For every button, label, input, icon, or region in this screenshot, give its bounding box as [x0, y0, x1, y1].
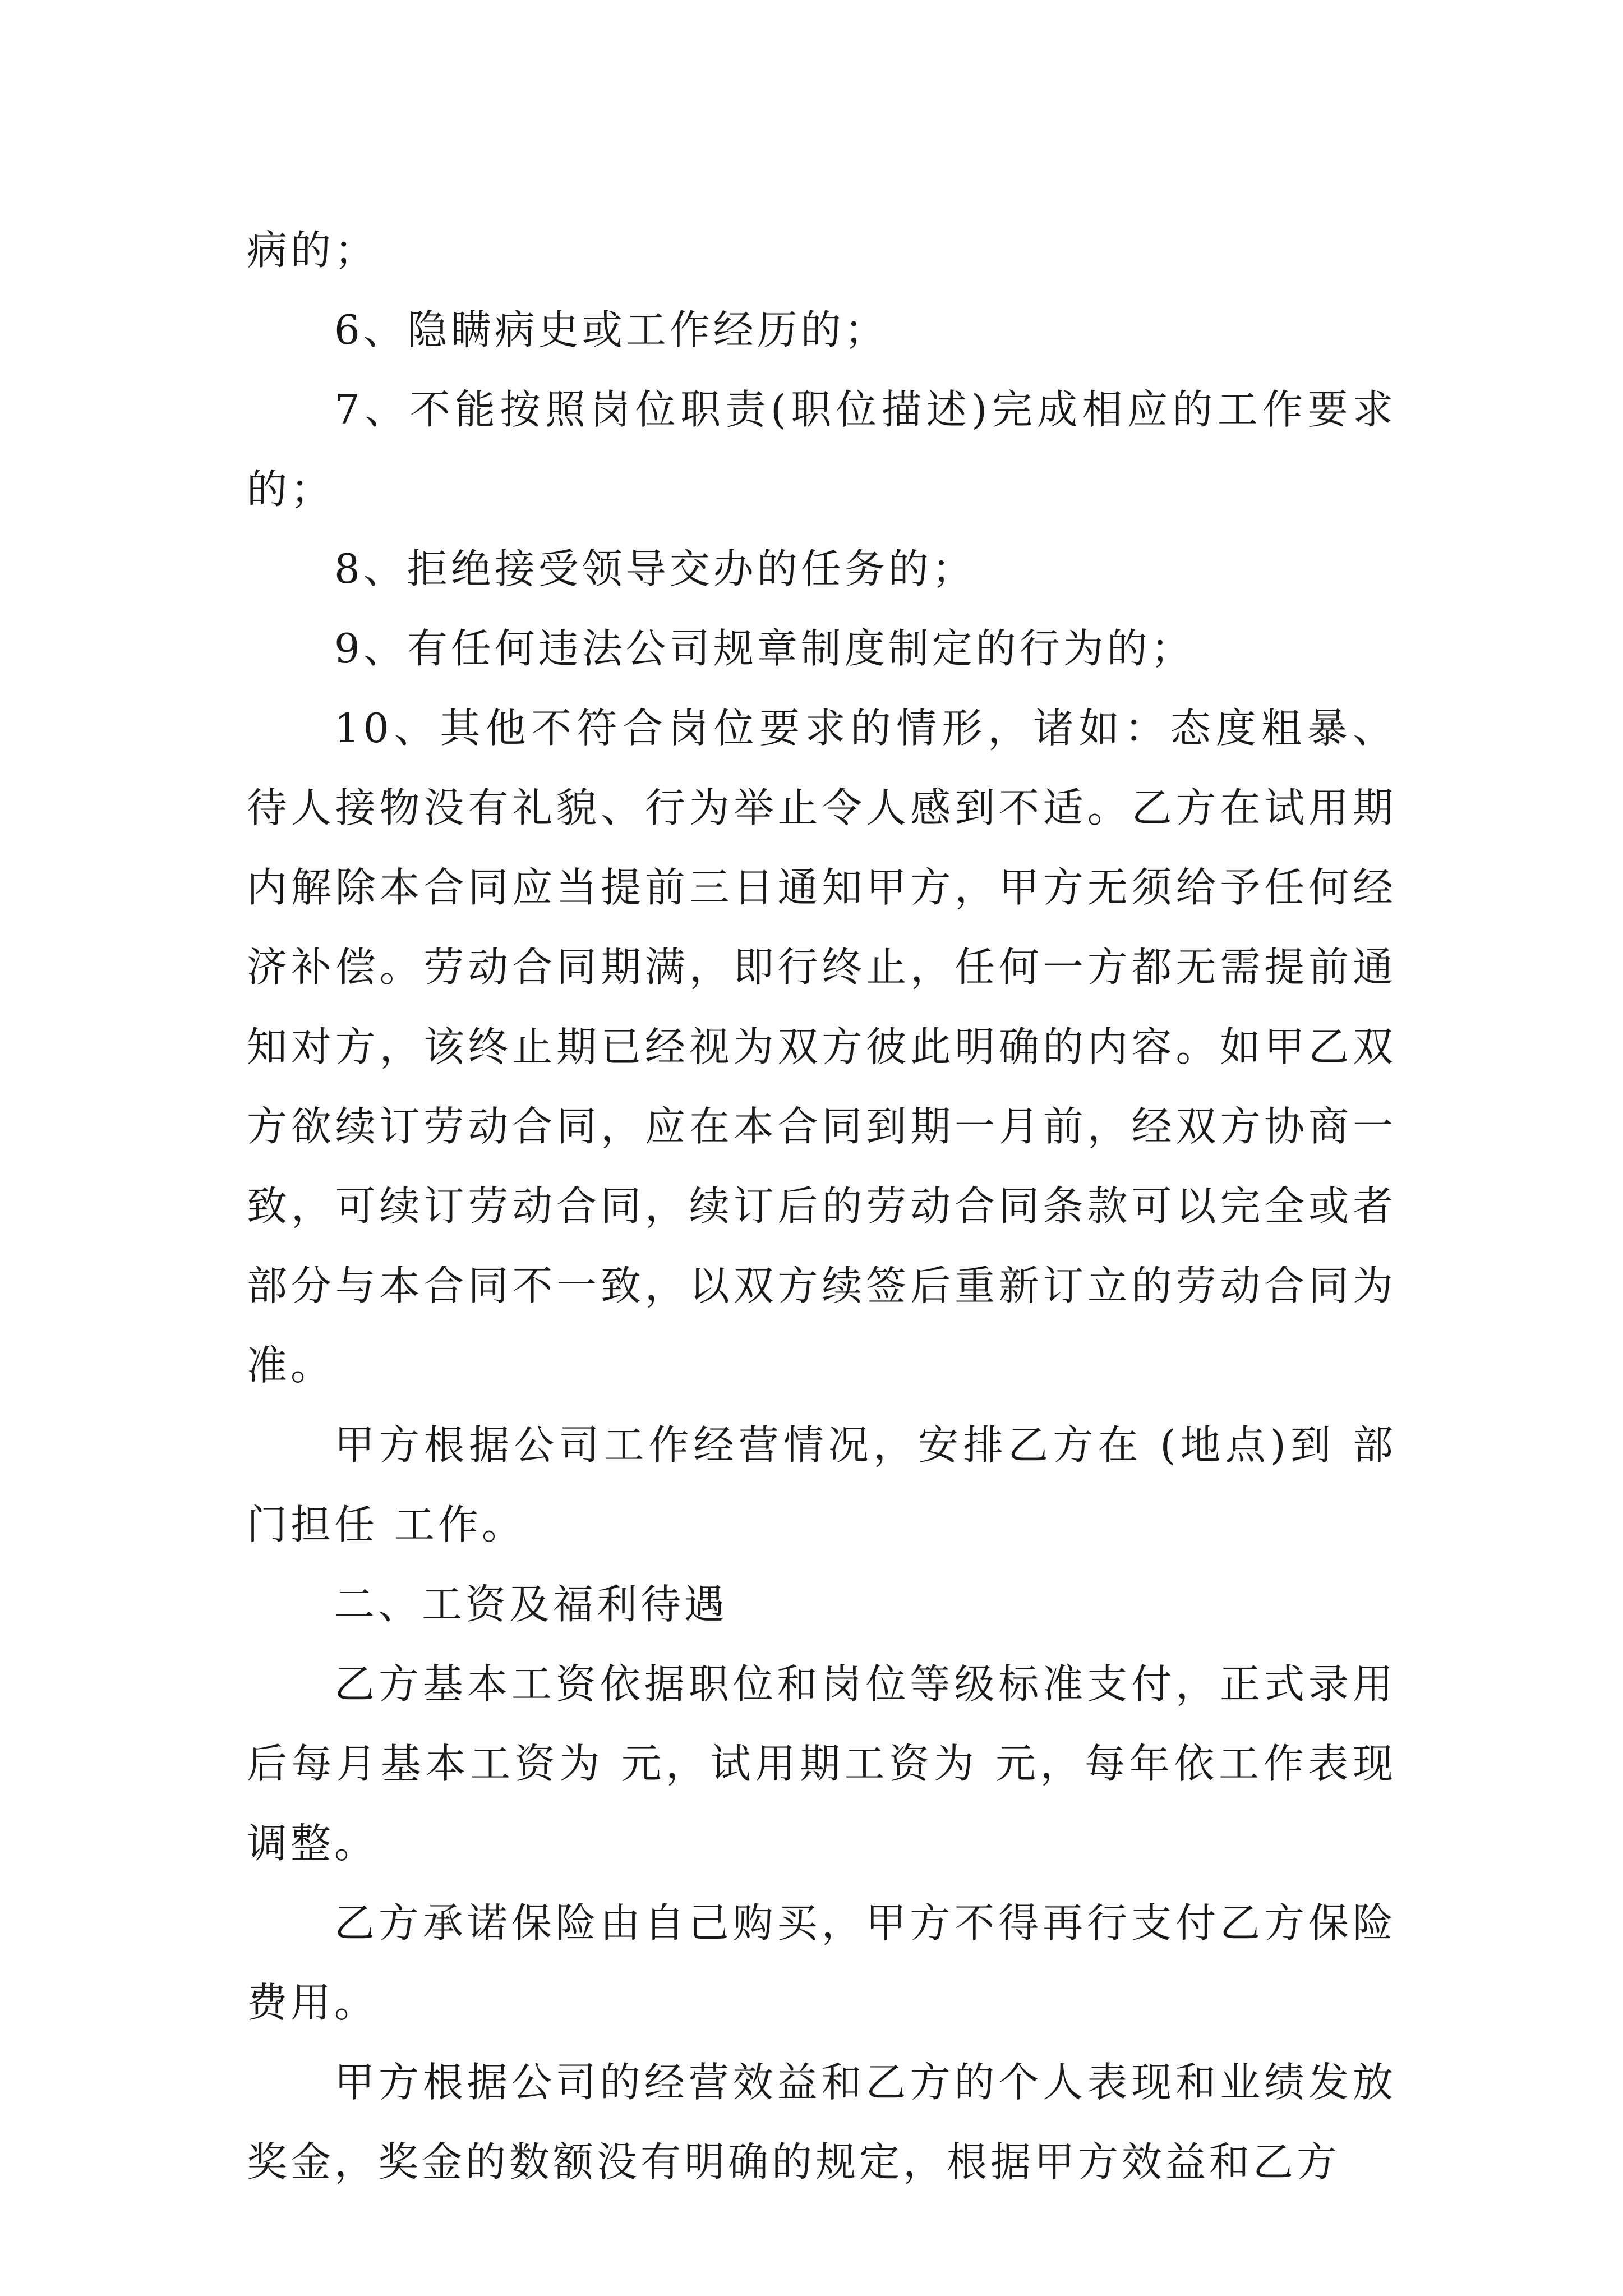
paragraph-item-10: 10、其他不符合岗位要求的情形，诸如：态度粗暴、待人接物没有礼貌、行为举止令人感到不适。乙方在试用期内解除本合同应当提前三日通知甲方，甲方无须给予任何经济补偿。劳动合同期满，即行终止，任何一方都无需提前通知对方，该终止期已经视为双方彼此明确的内容。如甲乙双方欲续订劳动合同，应在本合同到期一月前，经双方协商一致，可续订劳动合同，续订后的劳动合同条款可以完全或者部分与本合同不一致，以双方续签后重新订立的劳动合同为准。 [247, 705, 1396, 1389]
paragraph-bonus: 甲方根据公司的经营效益和乙方的个人表现和业绩发放奖金，奖金的数额没有明确的规定，根据甲方效益和乙方 [247, 2059, 1396, 2185]
paragraph-insurance: 乙方承诺保险由自己购买，甲方不得再行支付乙方保险费用。 [247, 1899, 1396, 2026]
paragraph-item-6: 6、隐瞒病史或工作经历的； [334, 306, 888, 353]
paragraph-item-9: 9、有任何违法公司规章制度制定的行为的； [334, 625, 1195, 672]
paragraph-item-7: 7、不能按照岗位职责(职位描述)完成相应的工作要求的； [247, 386, 1396, 513]
paragraph-basic-salary: 乙方基本工资依据职位和岗位等级标准支付，正式录用后每月基本工资为 元，试用期工资为 元，每年依工作表现调整。 [247, 1660, 1396, 1867]
document-body [247, 210, 1396, 2202]
paragraph-assignment: 甲方根据公司工作经营情况，安排乙方在 (地点)到 部门担任 工作。 [247, 1421, 1396, 1548]
paragraph-item-8: 8、拒绝接受领导交办的任务的； [334, 545, 976, 592]
paragraph-continuation: 病的； [247, 227, 379, 274]
section-heading-salary-benefits: 二、工资及福利待遇 [334, 1581, 728, 1628]
